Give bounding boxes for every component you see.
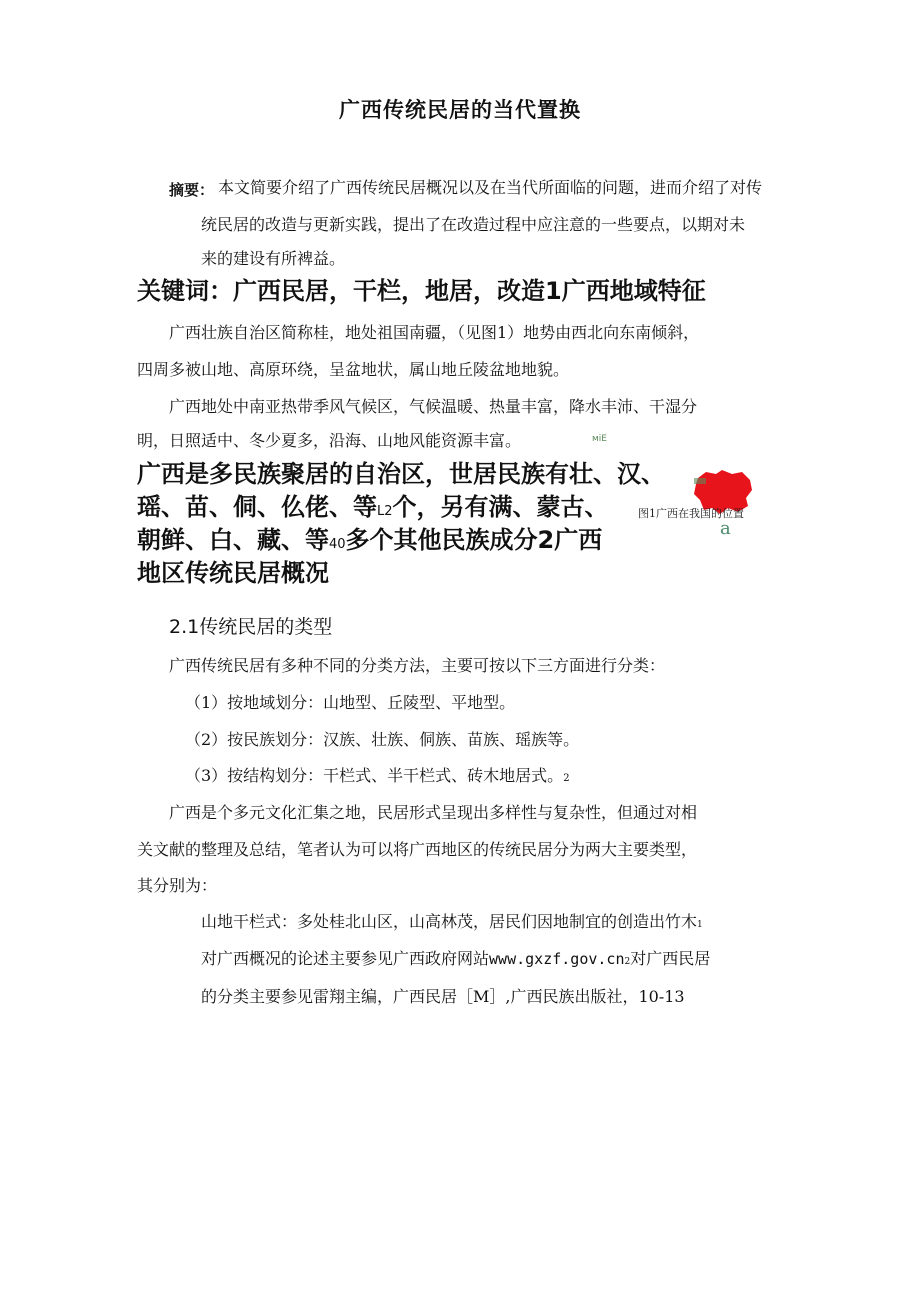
abstract-label: 摘要： (169, 181, 215, 199)
big-para-line-3 (137, 528, 602, 557)
big-para-line-1: 广西是多民族聚居的自治区，世居民族有壮、汉、 (137, 460, 665, 488)
big-para-line-4: 地区传统民居概况 (137, 559, 329, 587)
document-title: 广西传统民居的当代置换 (339, 98, 581, 122)
big-para-line-2b: 个，另有满、蒙古、 (392, 493, 609, 521)
list-item-3 (185, 768, 570, 787)
para3: 广西传统民居有多种不同的分类方法，主要可按以下三方面进行分类： (169, 656, 666, 675)
abstract-line-3: 来的建设有所裨益。 (201, 249, 346, 268)
stray-mark: міЕ (592, 434, 607, 444)
para4-line-1: 广西是个多元文化汇集之地，民居形式呈现出多样性与复杂性，但通过对相 (169, 803, 698, 822)
section-2-1-heading: 2.1传统民居的类型 (169, 616, 333, 638)
footnote-2-text: 对广西民居 (630, 949, 711, 968)
big-para-line-2a: 瑶、苗、侗、仫佬、等 (137, 493, 377, 521)
keywords-heading: 关键词：广西民居，干栏，地居，改造1广西地域特征 (137, 277, 706, 305)
big-para-line-3b: 多个其他民族成分2广西 (345, 526, 603, 554)
para1-line-1: 广西壮族自治区简称桂，地处祖国南疆，（见图1）地势由西北向东南倾斜， (169, 323, 700, 342)
para2-line-1: 广西地处中南亚热带季风气候区，气候温暖、热量丰富，降水丰沛、干湿分 (169, 397, 698, 416)
para2-line-2: 明，日照适中、冬少夏多，沿海、山地风能资源丰富。 (137, 431, 522, 450)
para4-line-2: 关文献的整理及总结，笔者认为可以将广西地区的传统民居分为两大主要类型， (137, 840, 698, 859)
list-item-1: （1）按地域划分：山地型、丘陵型、平地型。 (185, 693, 516, 712)
list-item-2: （2）按民族划分：汉族、壮族、侗族、苗族、瑶族等。 (185, 730, 580, 749)
para5-line-1-text: 山地干栏式：多处桂北山区，山高林茂，居民们因地制宜的创造出竹木 (201, 912, 698, 931)
abstract-line-2: 统民居的改造与更新实践，提出了在改造过程中应注意的一些要点，以期对未 (201, 215, 746, 234)
para4-line-3: 其分别为： (137, 876, 218, 895)
footnote-1-text: 对广西概况的论述主要参见广西政府网站 (201, 949, 490, 968)
para1-line-2: 四周多被山地、高原环绕，呈盆地状，属山地丘陵盆地地貌。 (137, 360, 570, 379)
footnote-marker-2: 2 (624, 957, 631, 967)
gov-website-link[interactable]: www.gxzf.gov.cn (489, 950, 625, 968)
list-item-3-text: （3）按结构划分：干栏式、半干栏式、砖木地居式。 (185, 766, 564, 785)
abstract-line-1: 本文简要介绍了广西传统民居概况以及在当代所面临的问题，进而介绍了对传 (218, 178, 763, 197)
figure-caption: 图1广西在我国的位置 (638, 507, 744, 520)
big-para-sub-1: L2 (377, 504, 393, 519)
big-para-sub-2: 40 (329, 537, 346, 552)
figure-mark: a (720, 518, 731, 539)
footnote-line-1 (201, 951, 710, 970)
big-para-line-2 (137, 495, 609, 524)
footnote-line-2: 的分类主要参见雷翔主编，广西民居［M］,广西民族出版社，10-13 (201, 987, 685, 1006)
list-item-3-sup: 2 (563, 773, 570, 784)
footnote-marker-1: 1 (697, 920, 703, 930)
big-para-line-3a: 朝鲜、白、藏、等 (137, 526, 329, 554)
para5-line-1 (201, 914, 703, 933)
